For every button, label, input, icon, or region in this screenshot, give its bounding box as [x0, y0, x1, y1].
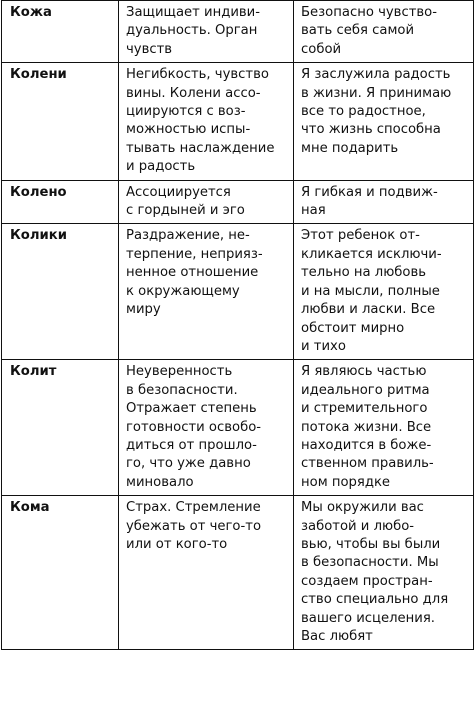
affirmation-text: Я гибкая и подвиж- ная: [301, 184, 438, 219]
cause-cell: [119, 180, 294, 224]
cause-text: Неуверенность в безопасности. Отражает степень готовности освобо- диться от прошло- го, что уже давно миновало: [126, 364, 262, 490]
table-row: [2, 63, 474, 180]
cause-cell: [119, 224, 294, 360]
cause-cell: [119, 63, 294, 180]
table-row: [2, 1, 474, 63]
term-cell: [2, 224, 119, 360]
term-text: Колени: [10, 67, 67, 83]
term-cell: [2, 180, 119, 224]
term-text: Колено: [10, 184, 67, 200]
affirmation-text: Этот ребенок от- кликается исключи- тельно на любовь и на мысли, полные любви и ласки. Все обстоит мирно и тихо: [301, 228, 442, 354]
affirmation-text: Мы окружили вас заботой и любо- вью, чтобы вы были в безопасности. Мы создаем простран- ство специально для вашего исцеления. Вас любят: [301, 500, 449, 644]
reference-table: [1, 0, 474, 650]
affirmation-text: Я являюсь частью идеального ритма и стремительного потока жизни. Все находится в боже- ственном правиль- ном порядке: [301, 364, 434, 490]
affirmation-text: Я заслужила радость в жизни. Я принимаю все то радостное, что жизнь способна мне подарить: [301, 67, 452, 156]
cause-text: Ассоциируется с гордыней и эго: [126, 184, 245, 219]
term-cell: [2, 496, 119, 650]
cause-text: Страх. Стремление убежать от чего-то или от кого-то: [126, 500, 262, 552]
term-text: Колики: [10, 228, 67, 244]
table-row: [2, 496, 474, 650]
affirmation-cell: [294, 1, 474, 63]
affirmation-cell: [294, 63, 474, 180]
term-text: Кома: [10, 500, 50, 516]
affirmation-cell: [294, 224, 474, 360]
table-row: [2, 224, 474, 360]
affirmation-cell: [294, 496, 474, 650]
term-text: Кожа: [10, 5, 52, 20]
term-cell: [2, 63, 119, 180]
cause-text: Раздражение, не- терпение, неприяз- ненное отношение к окружающему миру: [126, 228, 263, 318]
cause-text: Негибкость, чувство вины. Колени ассо- циируются с воз- можностью испы- тывать наслаждение и радость: [126, 67, 275, 175]
term-cell: [2, 1, 119, 63]
cause-cell: [119, 360, 294, 496]
affirmation-text: Безопасно чувство- вать себя самой собой: [301, 5, 437, 57]
cause-cell: [119, 496, 294, 650]
affirmation-cell: [294, 180, 474, 224]
cause-cell: [119, 1, 294, 63]
table-row: [2, 360, 474, 496]
cause-text: Защищает индиви- дуальность. Орган чувств: [126, 5, 260, 57]
table-row: [2, 180, 474, 224]
term-cell: [2, 360, 119, 496]
term-text: Колит: [10, 364, 57, 380]
affirmation-cell: [294, 360, 474, 496]
